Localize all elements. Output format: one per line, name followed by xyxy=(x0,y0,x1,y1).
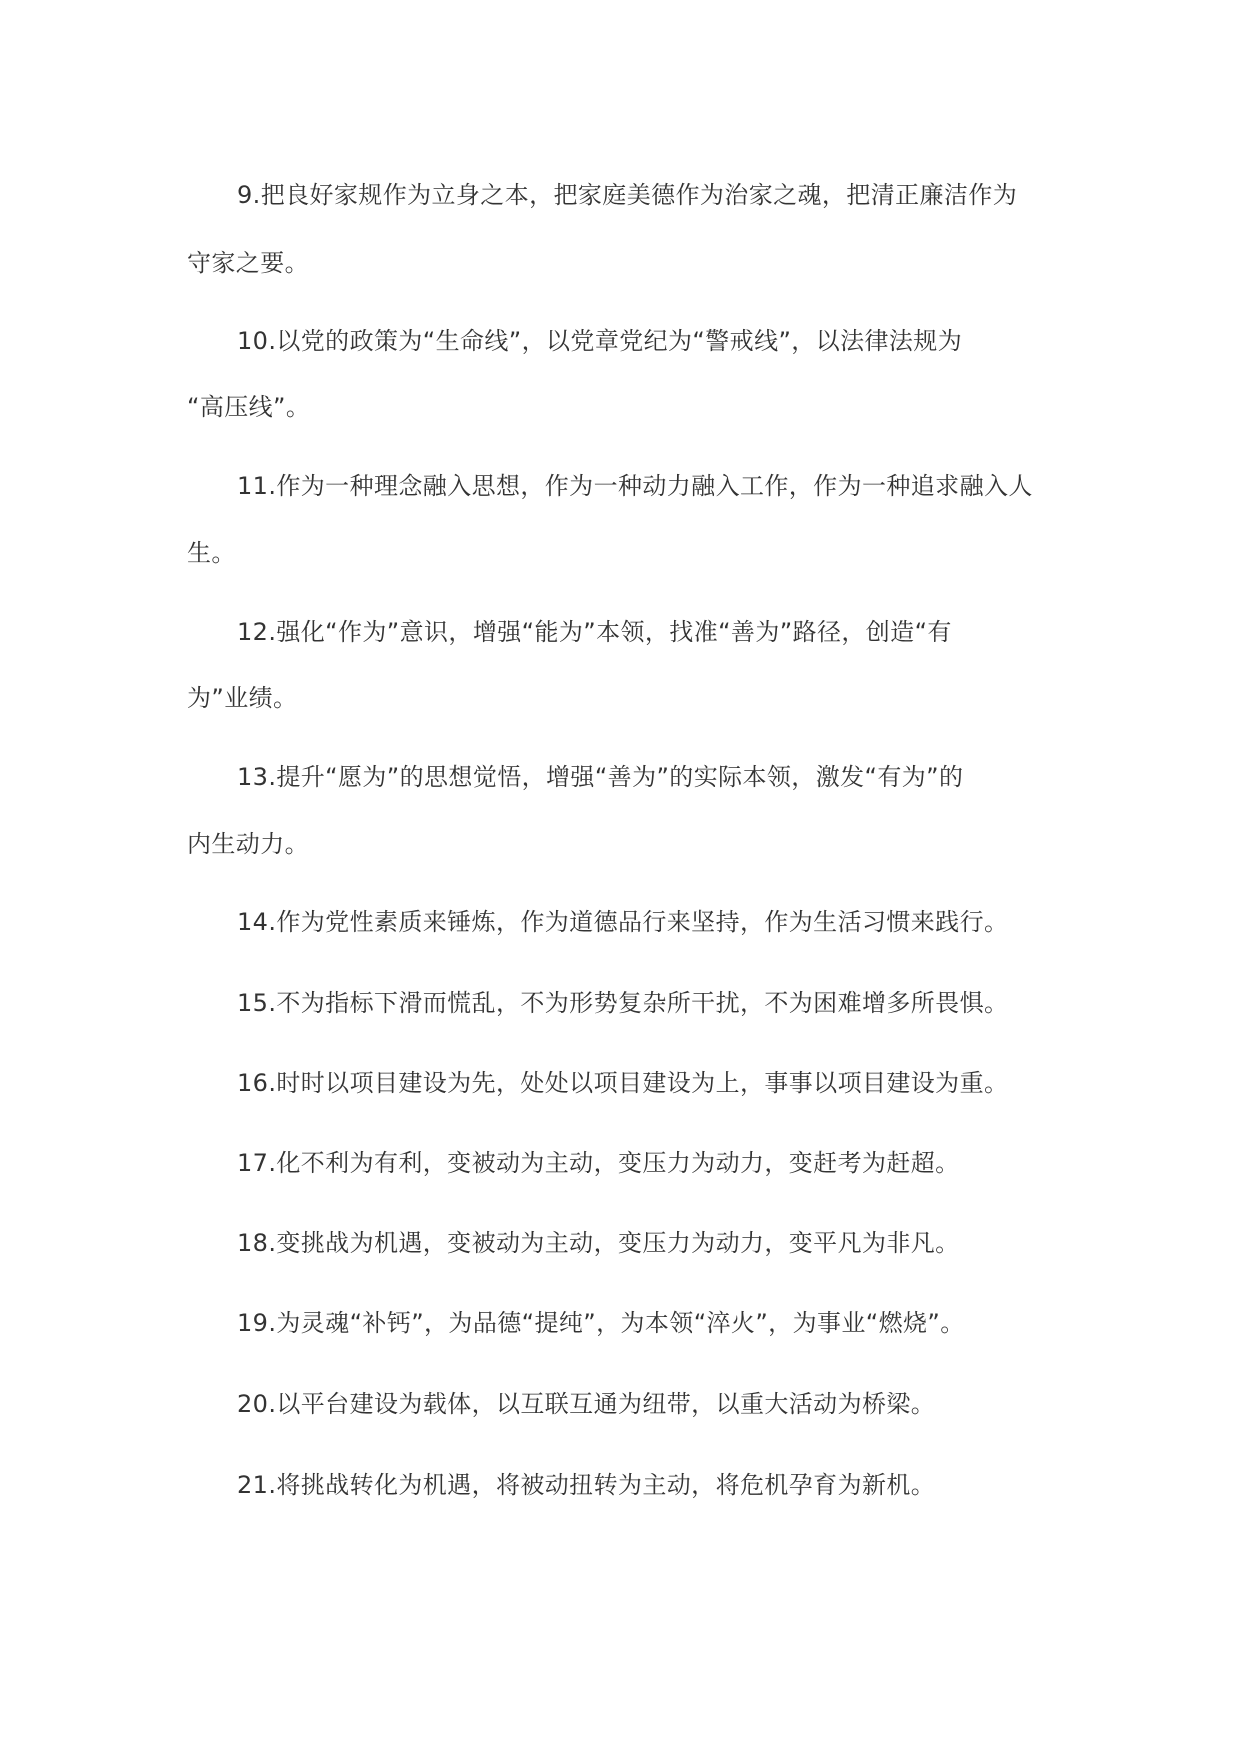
paragraph-9-line-2: 守家之要。 xyxy=(187,249,309,277)
paragraph-18: 18.变挑战为机遇，变被动为主动，变压力为动力，变平凡为非凡。 xyxy=(237,1229,960,1257)
paragraph-20: 20.以平台建设为载体，以互联互通为纽带，以重大活动为桥梁。 xyxy=(237,1390,936,1418)
paragraph-10-line-2: “高压线”。 xyxy=(187,393,311,421)
paragraph-11-line-1: 11.作为一种理念融入思想，作为一种动力融入工作，作为一种追求融入人 xyxy=(237,472,1033,500)
paragraph-15: 15.不为指标下滑而慌乱，不为形势复杂所干扰，不为困难增多所畏惧。 xyxy=(237,989,1009,1017)
paragraph-21: 21.将挑战转化为机遇，将被动扭转为主动，将危机孕育为新机。 xyxy=(237,1471,936,1499)
paragraph-17: 17.化不利为有利，变被动为主动，变压力为动力，变赶考为赶超。 xyxy=(237,1149,960,1177)
paragraph-16: 16.时时以项目建设为先，处处以项目建设为上，事事以项目建设为重。 xyxy=(237,1069,1009,1097)
paragraph-10-line-1: 10.以党的政策为“生命线”，以党章党纪为“警戒线”，以法律法规为 xyxy=(237,327,963,355)
paragraph-13-line-1: 13.提升“愿为”的思想觉悟，增强“善为”的实际本领，激发“有为”的 xyxy=(237,763,964,791)
paragraph-13-line-2: 内生动力。 xyxy=(187,830,309,858)
paragraph-9-line-1: 9.把良好家规作为立身之本，把家庭美德作为治家之魂，把清正廉洁作为 xyxy=(237,181,1018,209)
paragraph-19: 19.为灵魂“补钙”，为品德“提纯”，为本领“淬火”，为事业“燃烧”。 xyxy=(237,1309,965,1337)
paragraph-14: 14.作为党性素质来锤炼，作为道德品行来坚持，作为生活习惯来践行。 xyxy=(237,908,1009,936)
paragraph-12-line-1: 12.强化“作为”意识，增强“能为”本领，找准“善为”路径，创造“有 xyxy=(237,618,952,646)
paragraph-11-line-2: 生。 xyxy=(187,539,236,567)
paragraph-12-line-2: 为”业绩。 xyxy=(187,684,298,712)
